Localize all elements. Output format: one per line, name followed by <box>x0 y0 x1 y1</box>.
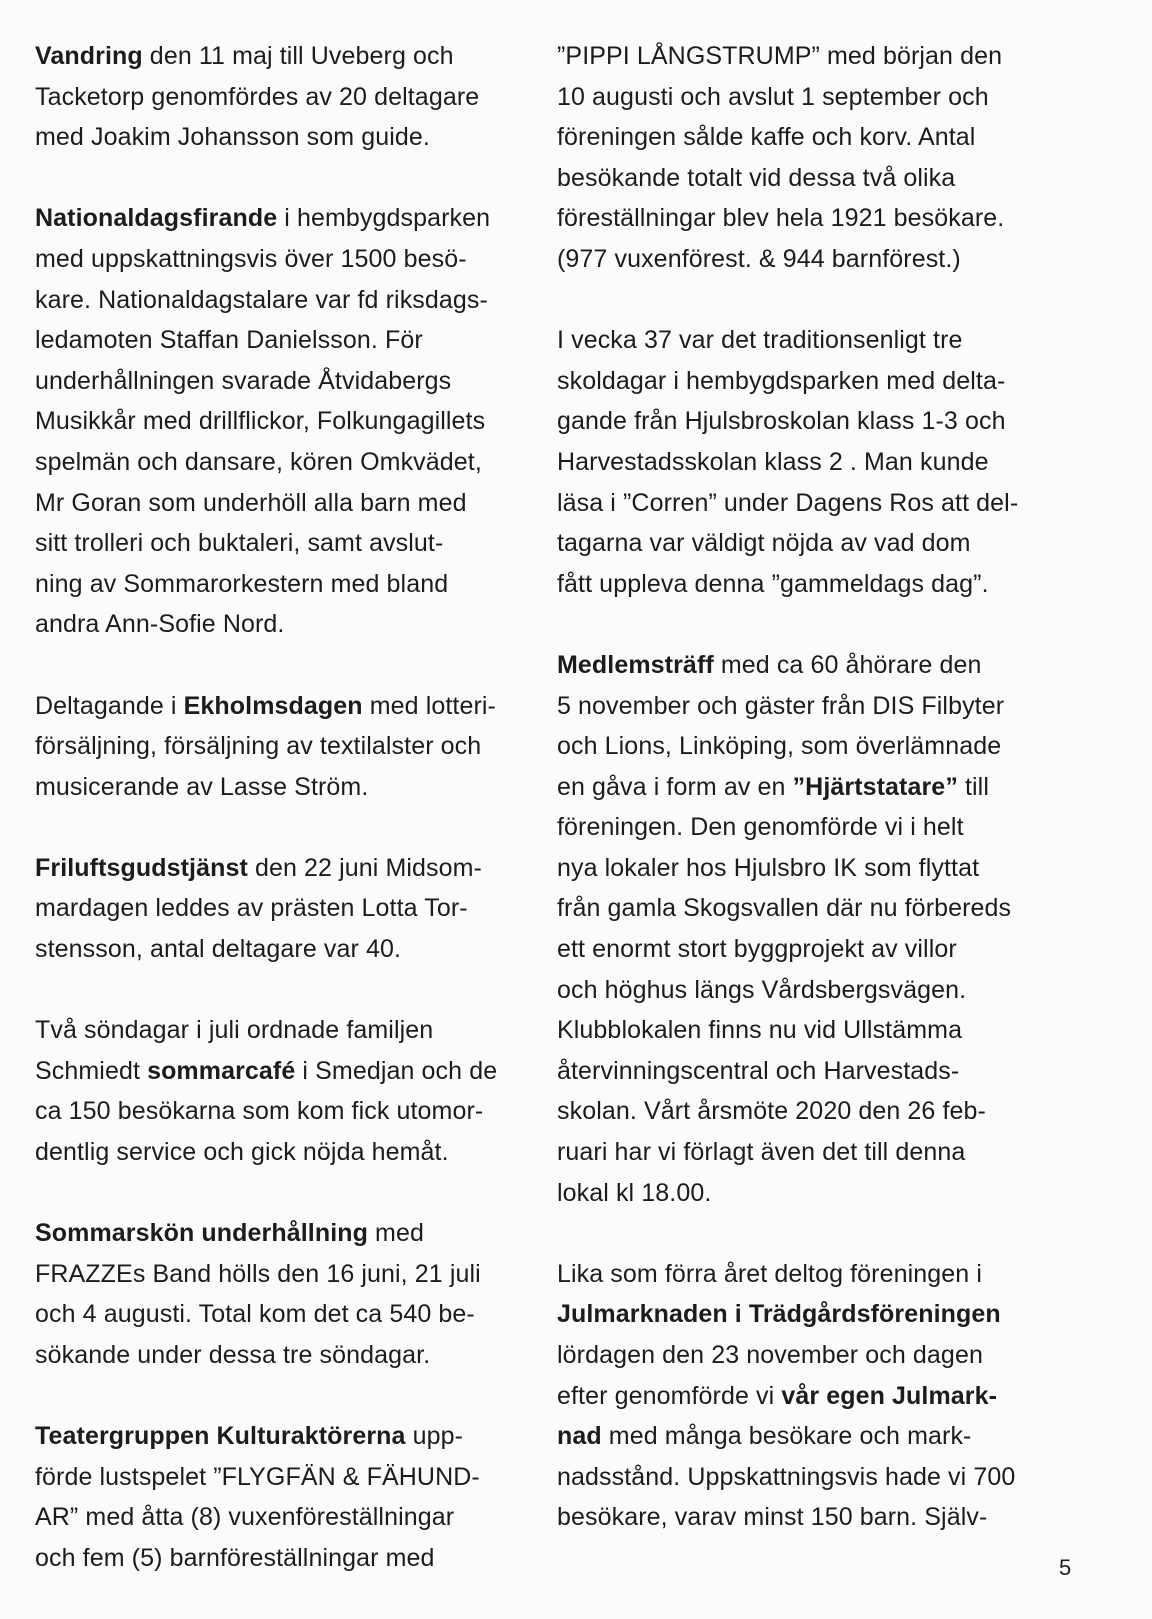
right-text-column <box>557 36 1097 1579</box>
text-line <box>557 726 1097 767</box>
bold-text: Medlemsträff <box>557 650 714 679</box>
text-line <box>557 686 1097 727</box>
text-run: AR” med åtta (8) vuxenföreställningar <box>35 1503 455 1532</box>
text-run: Deltagande i <box>35 691 184 720</box>
text-line <box>557 1254 1097 1295</box>
text-line <box>35 523 555 564</box>
text-run: med uppskattningsvis över 1500 besö- <box>35 244 467 273</box>
text-line <box>35 1416 555 1457</box>
text-run: den 11 maj till Uveberg och <box>142 42 454 70</box>
bold-text: Julmarknaden i Trädgårdsföreningen <box>557 1300 1001 1329</box>
text-run: och Lions, Linköping, som överlämnade <box>557 732 1002 761</box>
text-line <box>557 1132 1097 1173</box>
text-line <box>557 117 1097 158</box>
paragraph <box>35 848 555 970</box>
bold-text: Vandring <box>35 42 143 70</box>
bold-text: Ekholmsdagen <box>183 691 363 720</box>
text-line <box>557 1497 1097 1538</box>
text-line <box>35 1457 555 1498</box>
text-line <box>35 564 555 605</box>
paragraph <box>557 645 1097 1213</box>
text-line <box>557 888 1097 929</box>
text-run: ruari har vi förlagt även det till denna <box>557 1138 966 1167</box>
text-run: besökare, varav minst 150 barn. Själv- <box>557 1503 988 1532</box>
text-line <box>35 1538 555 1579</box>
text-run: och höghus längs Vårdsbergsvägen. <box>557 975 967 1004</box>
text-run: sökande under dessa tre söndagar. <box>35 1341 431 1369</box>
bold-text: Teatergruppen Kulturaktörerna <box>35 1422 406 1451</box>
text-line <box>557 1457 1097 1498</box>
text-run: Harvestadsskolan klass 2 . Man kunde <box>557 447 989 476</box>
text-run: FRAZZEs Band hölls den 16 juni, 21 juli <box>35 1259 481 1288</box>
text-line <box>35 1254 555 1295</box>
text-run: Schmiedt <box>35 1056 148 1085</box>
text-run: till <box>957 772 989 801</box>
text-line <box>35 483 555 524</box>
text-line <box>557 1376 1097 1417</box>
text-run: ett enormt stort byggprojekt av villor <box>557 935 957 964</box>
text-run: från gamla Skogsvallen där nu förbereds <box>557 894 1012 923</box>
text-line <box>35 198 555 239</box>
text-line <box>35 239 555 280</box>
text-run: med Joakim Johansson som guide. <box>35 123 430 152</box>
text-run: fått uppleva denna ”gammeldags dag”. <box>557 569 989 598</box>
paragraph <box>35 36 555 158</box>
text-line <box>557 970 1097 1011</box>
text-run: en gåva i form av en <box>557 772 793 801</box>
text-run: spelmän och dansare, kören Omkvädet, <box>35 447 482 476</box>
text-line <box>35 1010 555 1051</box>
bold-text: Nationaldagsfirande <box>35 204 278 233</box>
text-run: andra Ann-Sofie Nord. <box>35 610 285 639</box>
bold-text: vår egen Julmark- <box>781 1381 998 1410</box>
paragraph <box>557 320 1097 604</box>
text-run: föreningen. Den genomförde vi i helt <box>557 813 964 842</box>
text-line <box>557 929 1097 970</box>
text-line <box>35 36 555 77</box>
text-line <box>35 361 555 402</box>
text-line <box>557 442 1097 483</box>
text-run: med ca 60 åhörare den <box>713 650 982 679</box>
text-run: Musikkår med drillflickor, Folkungagillets <box>35 407 486 436</box>
text-line <box>557 1416 1097 1457</box>
text-line <box>35 604 555 645</box>
text-run: med många besökare och mark- <box>601 1422 972 1451</box>
paragraph <box>35 198 555 645</box>
paragraph <box>557 1254 1097 1538</box>
text-line <box>557 1051 1097 1092</box>
text-line <box>35 1335 555 1376</box>
text-line <box>557 483 1097 524</box>
text-line <box>35 1497 555 1538</box>
text-line <box>35 1091 555 1132</box>
text-run: Klubblokalen finns nu vid Ullstämma <box>557 1016 963 1045</box>
text-run: underhållningen svarade Åtvidabergs <box>35 366 452 395</box>
text-run: nya lokaler hos Hjulsbro IK som flyttat <box>557 853 980 882</box>
text-run: i Smedjan och de <box>295 1056 498 1085</box>
text-run: ning av Sommarorkestern med bland <box>35 569 449 598</box>
paragraph <box>557 36 1097 280</box>
text-line <box>35 442 555 483</box>
text-run: Lika som förra året deltog föreningen i <box>557 1259 982 1288</box>
bold-text: Friluftsgudstjänst <box>35 853 248 882</box>
text-line <box>557 320 1097 361</box>
text-line <box>35 1213 555 1254</box>
text-line <box>35 77 555 118</box>
bold-text: sommarcafé <box>147 1056 296 1085</box>
text-line <box>557 523 1097 564</box>
text-line <box>35 401 555 442</box>
text-run: ca 150 besökarna som kom fick utomor- <box>35 1097 484 1126</box>
text-run: föreningen sålde kaffe och korv. Antal <box>557 123 976 152</box>
text-line <box>557 1335 1097 1376</box>
text-line <box>557 361 1097 402</box>
text-run: I vecka 37 var det traditionsenligt tre <box>557 326 963 355</box>
text-line <box>35 117 555 158</box>
text-line <box>35 848 555 889</box>
text-run: ”PIPPI LÅNGSTRUMP” med början den <box>557 42 1003 70</box>
text-line <box>35 280 555 321</box>
text-line <box>557 1294 1097 1335</box>
text-line <box>557 239 1097 280</box>
text-line <box>557 807 1097 848</box>
text-run: besökande totalt vid dessa två olika <box>557 163 956 192</box>
text-line <box>35 1132 555 1173</box>
page-number: 5 <box>1059 1555 1072 1580</box>
text-line <box>557 767 1097 808</box>
text-line <box>557 564 1097 605</box>
text-run: den 22 juni Midsom- <box>247 853 482 882</box>
text-run: Tacketorp genomfördes av 20 deltagare <box>35 82 480 111</box>
text-line <box>35 1051 555 1092</box>
text-run: sitt trolleri och buktaleri, samt avslut- <box>35 529 444 558</box>
text-line <box>35 726 555 767</box>
text-run: (977 vuxenförest. & 944 barnförest.) <box>557 244 961 273</box>
text-run: försäljning, försäljning av textilalster och <box>35 732 482 761</box>
text-run: föreställningar blev hela 1921 besökare. <box>557 204 1005 233</box>
paragraph <box>35 686 555 808</box>
text-run: med <box>368 1219 424 1248</box>
text-run: skolan. Vårt årsmöte 2020 den 26 feb- <box>557 1097 986 1126</box>
text-run: återvinningscentral och Harvestads- <box>557 1056 960 1085</box>
text-line <box>557 848 1097 889</box>
text-run: kare. Nationaldagstalare var fd riksdags- <box>35 285 488 314</box>
text-run: och fem (5) barnföreställningar med <box>35 1543 435 1572</box>
text-line <box>557 401 1097 442</box>
text-line <box>557 1173 1097 1214</box>
paragraph <box>35 1213 555 1375</box>
text-line <box>35 1294 555 1335</box>
text-run: 10 augusti och avslut 1 september och <box>557 82 989 111</box>
text-run: stensson, antal deltagare var 40. <box>35 935 402 964</box>
text-run: med lotteri- <box>362 691 496 720</box>
text-line <box>35 320 555 361</box>
text-run: ledamoten Staffan Danielsson. För <box>35 326 423 355</box>
text-run: förde lustspelet ”FLYGFÄN & FÄHUND- <box>35 1462 480 1491</box>
text-run: 5 november och gäster från DIS Filbyter <box>557 691 1005 720</box>
text-line <box>557 1091 1097 1132</box>
text-line <box>557 36 1097 77</box>
text-line <box>35 686 555 727</box>
left-text-column <box>35 36 555 1619</box>
text-line <box>35 929 555 970</box>
text-line <box>557 77 1097 118</box>
bold-text: Sommarskön underhållning <box>35 1219 369 1248</box>
paragraph <box>35 1010 555 1172</box>
text-run: dentlig service och gick nöjda hemåt. <box>35 1138 449 1167</box>
text-run: nadsstånd. Uppskattningsvis hade vi 700 <box>557 1462 1016 1491</box>
text-run: i hembygdsparken <box>277 204 491 233</box>
text-run: tagarna var väldigt nöjda av vad dom <box>557 529 971 558</box>
text-run: upp- <box>405 1422 464 1451</box>
text-line <box>557 158 1097 199</box>
text-line <box>35 888 555 929</box>
text-run: mardagen leddes av prästen Lotta Tor- <box>35 894 468 923</box>
text-run: Två söndagar i juli ordnade familjen <box>35 1016 434 1045</box>
text-run: musicerande av Lasse Ström. <box>35 772 369 801</box>
text-line <box>557 1010 1097 1051</box>
bold-text: ”Hjärtstatare” <box>792 772 958 801</box>
text-run: och 4 augusti. Total kom det ca 540 be- <box>35 1300 475 1329</box>
text-line <box>557 645 1097 686</box>
text-run: Mr Goran som underhöll alla barn med <box>35 488 467 517</box>
text-run: läsa i ”Corren” under Dagens Ros att del- <box>557 488 1019 517</box>
text-line <box>35 767 555 808</box>
text-run: gande från Hjulsbroskolan klass 1-3 och <box>557 407 1006 436</box>
paragraph <box>35 1416 555 1578</box>
text-run: skoldagar i hembygdsparken med delta- <box>557 366 1006 395</box>
text-run: lokal kl 18.00. <box>557 1178 712 1207</box>
text-run: efter genomförde vi <box>557 1381 782 1410</box>
bold-text: nad <box>557 1422 602 1451</box>
text-line <box>557 198 1097 239</box>
text-run: lördagen den 23 november och dagen <box>557 1341 983 1369</box>
